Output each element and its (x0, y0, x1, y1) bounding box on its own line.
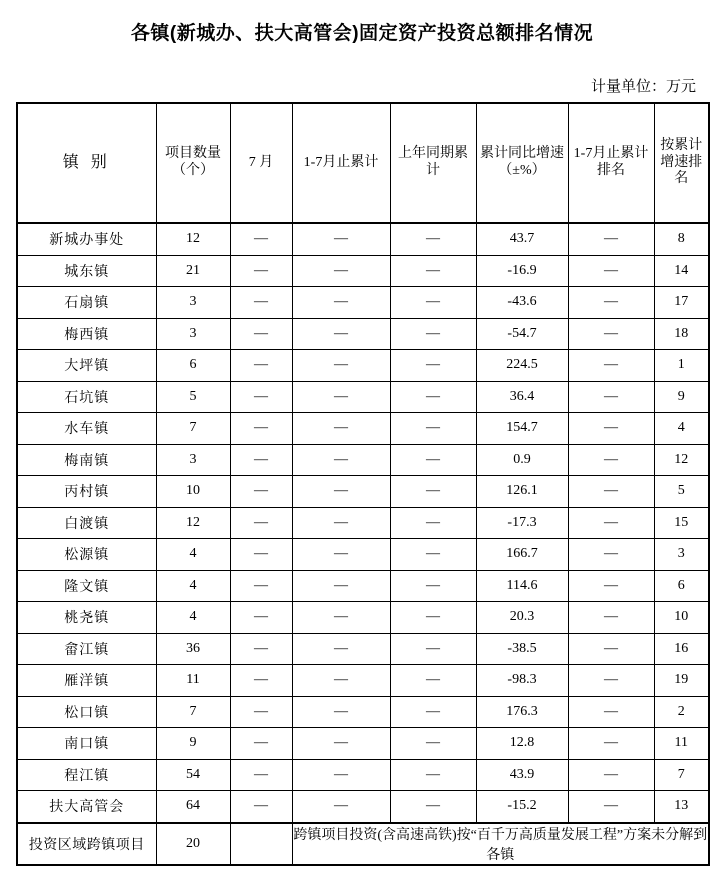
cell-july: — (230, 791, 292, 823)
table-header (17, 103, 709, 223)
footer-label: 投资区域跨镇项目 (17, 823, 156, 865)
cell-growth-rank: 18 (654, 318, 709, 350)
cell-growth: 12.8 (476, 728, 568, 760)
column-header-cumulative-rank (568, 103, 654, 223)
cell-growth: -98.3 (476, 665, 568, 697)
cell-project-count: 3 (156, 444, 230, 476)
cell-project-count: 54 (156, 759, 230, 791)
cell-project-count: 5 (156, 381, 230, 413)
cell-cumulative: — (292, 633, 390, 665)
cell-cumulative: — (292, 287, 390, 319)
cell-cumulative-rank: — (568, 318, 654, 350)
table-row (17, 633, 709, 665)
cell-growth: 114.6 (476, 570, 568, 602)
cell-july: — (230, 444, 292, 476)
cell-july: — (230, 413, 292, 445)
cell-cumulative-rank: — (568, 476, 654, 508)
cell-growth-rank: 8 (654, 223, 709, 255)
cell-last-year: — (390, 476, 476, 508)
cell-growth-rank: 17 (654, 287, 709, 319)
cell-growth-rank: 1 (654, 350, 709, 382)
cell-cumulative: — (292, 444, 390, 476)
cell-growth: 0.9 (476, 444, 568, 476)
cell-town: 石坑镇 (17, 381, 156, 413)
investment-ranking-table (16, 102, 710, 866)
cell-cumulative-rank: — (568, 570, 654, 602)
cell-cumulative-rank: — (568, 223, 654, 255)
table-body (17, 223, 709, 865)
cell-project-count: 4 (156, 602, 230, 634)
column-header-cumulative-rank-label: 1-7月止累计排名 (573, 146, 649, 178)
cell-last-year: — (390, 287, 476, 319)
cell-last-year: — (390, 381, 476, 413)
cell-cumulative-rank: — (568, 633, 654, 665)
cell-town: 程江镇 (17, 759, 156, 791)
cell-july: — (230, 728, 292, 760)
table-row (17, 223, 709, 255)
cell-july: — (230, 665, 292, 697)
cell-cumulative: — (292, 476, 390, 508)
cell-cumulative: — (292, 728, 390, 760)
cell-last-year: — (390, 507, 476, 539)
cell-growth-rank: 2 (654, 696, 709, 728)
cell-cumulative-rank: — (568, 413, 654, 445)
table-row (17, 413, 709, 445)
cell-last-year: — (390, 633, 476, 665)
cell-growth-rank: 4 (654, 413, 709, 445)
cell-town: 南口镇 (17, 728, 156, 760)
cell-cumulative: — (292, 759, 390, 791)
cell-last-year: — (390, 696, 476, 728)
cell-cumulative: — (292, 413, 390, 445)
table-row (17, 539, 709, 571)
column-header-growth-rank (654, 103, 709, 223)
cell-growth: 43.9 (476, 759, 568, 791)
cell-july: — (230, 507, 292, 539)
cell-last-year: — (390, 759, 476, 791)
cell-growth: 126.1 (476, 476, 568, 508)
column-header-project-count-label: 项目数量（个） (165, 146, 221, 178)
cell-town: 扶大高管会 (17, 791, 156, 823)
cell-growth-rank: 14 (654, 255, 709, 287)
cell-growth: -17.3 (476, 507, 568, 539)
cell-town: 水车镇 (17, 413, 156, 445)
cell-growth-rank: 10 (654, 602, 709, 634)
table-row (17, 287, 709, 319)
cell-july: — (230, 255, 292, 287)
cell-july: — (230, 287, 292, 319)
page-title: 各镇(新城办、扶大高管会)固定资产投资总额排名情况 (130, 23, 594, 44)
cell-growth-rank: 13 (654, 791, 709, 823)
cell-last-year: — (390, 791, 476, 823)
table-row (17, 791, 709, 823)
cell-growth: 36.4 (476, 381, 568, 413)
cell-town: 畲江镇 (17, 633, 156, 665)
column-header-growth-rank-label: 按累计增速排名 (660, 138, 703, 187)
cell-last-year: — (390, 350, 476, 382)
cell-project-count: 6 (156, 350, 230, 382)
cell-cumulative: — (292, 507, 390, 539)
footer-project-count: 20 (156, 823, 230, 865)
cell-last-year: — (390, 602, 476, 634)
table-row (17, 665, 709, 697)
cell-last-year: — (390, 255, 476, 287)
cell-growth: 176.3 (476, 696, 568, 728)
cell-cumulative: — (292, 381, 390, 413)
column-header-july-label: 7 月 (248, 154, 274, 170)
cell-july: — (230, 381, 292, 413)
cell-cumulative-rank: — (568, 255, 654, 287)
column-header-july (230, 103, 292, 223)
column-header-growth (476, 103, 568, 223)
cell-cumulative-rank: — (568, 381, 654, 413)
cell-last-year: — (390, 318, 476, 350)
cell-growth: 166.7 (476, 539, 568, 571)
cell-cumulative: — (292, 539, 390, 571)
cell-project-count: 10 (156, 476, 230, 508)
cell-growth-rank: 12 (654, 444, 709, 476)
table-row (17, 255, 709, 287)
cell-town: 白渡镇 (17, 507, 156, 539)
cell-cumulative-rank: — (568, 507, 654, 539)
column-header-project-count (156, 103, 230, 223)
cell-project-count: 3 (156, 318, 230, 350)
cell-cumulative: — (292, 696, 390, 728)
cell-cumulative-rank: — (568, 791, 654, 823)
cell-project-count: 36 (156, 633, 230, 665)
cell-growth: 154.7 (476, 413, 568, 445)
cell-cumulative: — (292, 318, 390, 350)
cell-cumulative-rank: — (568, 539, 654, 571)
cell-last-year: — (390, 570, 476, 602)
cell-town: 松源镇 (17, 539, 156, 571)
cell-cumulative: — (292, 791, 390, 823)
cell-last-year: — (390, 223, 476, 255)
table-row (17, 570, 709, 602)
cell-growth: 224.5 (476, 350, 568, 382)
cell-cumulative-rank: — (568, 728, 654, 760)
cell-july: — (230, 539, 292, 571)
table-footer-row (17, 823, 709, 865)
cell-project-count: 7 (156, 413, 230, 445)
cell-july: — (230, 350, 292, 382)
cell-growth-rank: 15 (654, 507, 709, 539)
document-page (0, 18, 724, 877)
cell-growth-rank: 16 (654, 633, 709, 665)
cell-project-count: 21 (156, 255, 230, 287)
cell-growth: 20.3 (476, 602, 568, 634)
cell-last-year: — (390, 665, 476, 697)
cell-cumulative: — (292, 665, 390, 697)
cell-town: 石扇镇 (17, 287, 156, 319)
cell-cumulative-rank: — (568, 759, 654, 791)
cell-town: 雁洋镇 (17, 665, 156, 697)
table-row (17, 602, 709, 634)
cell-town: 城东镇 (17, 255, 156, 287)
cell-growth-rank: 7 (654, 759, 709, 791)
cell-growth: -16.9 (476, 255, 568, 287)
column-header-last-year-label: 上年同期累计 (398, 146, 468, 178)
cell-town: 隆文镇 (17, 570, 156, 602)
table-row (17, 350, 709, 382)
table-row (17, 318, 709, 350)
cell-july: — (230, 696, 292, 728)
cell-project-count: 12 (156, 223, 230, 255)
cell-growth: -43.6 (476, 287, 568, 319)
cell-last-year: — (390, 444, 476, 476)
cell-last-year: — (390, 728, 476, 760)
cell-town: 丙村镇 (17, 476, 156, 508)
cell-last-year: — (390, 539, 476, 571)
cell-project-count: 11 (156, 665, 230, 697)
cell-cumulative: — (292, 602, 390, 634)
cell-project-count: 12 (156, 507, 230, 539)
table-row (17, 444, 709, 476)
table-row (17, 381, 709, 413)
cell-cumulative-rank: — (568, 665, 654, 697)
column-header-last-year (390, 103, 476, 223)
cell-project-count: 4 (156, 570, 230, 602)
table-row (17, 728, 709, 760)
cell-cumulative-rank: — (568, 287, 654, 319)
cell-july: — (230, 759, 292, 791)
cell-july: — (230, 223, 292, 255)
cell-growth: -15.2 (476, 791, 568, 823)
cell-town: 梅西镇 (17, 318, 156, 350)
cell-project-count: 3 (156, 287, 230, 319)
table-row (17, 507, 709, 539)
cell-cumulative-rank: — (568, 602, 654, 634)
cell-july: — (230, 602, 292, 634)
cell-growth-rank: 3 (654, 539, 709, 571)
cell-growth-rank: 5 (654, 476, 709, 508)
cell-town: 新城办事处 (17, 223, 156, 255)
cell-growth-rank: 9 (654, 381, 709, 413)
cell-growth: 43.7 (476, 223, 568, 255)
cell-growth-rank: 11 (654, 728, 709, 760)
cell-project-count: 4 (156, 539, 230, 571)
cell-last-year: — (390, 413, 476, 445)
table-row (17, 696, 709, 728)
cell-july: — (230, 318, 292, 350)
table-row (17, 476, 709, 508)
cell-july: — (230, 570, 292, 602)
footer-spacer (230, 823, 292, 865)
column-header-cumulative (292, 103, 390, 223)
cell-project-count: 7 (156, 696, 230, 728)
unit-label: 计量单位：万元 (590, 79, 696, 95)
cell-cumulative: — (292, 255, 390, 287)
cell-growth: -38.5 (476, 633, 568, 665)
cell-cumulative: — (292, 350, 390, 382)
cell-cumulative-rank: — (568, 350, 654, 382)
table-row (17, 759, 709, 791)
cell-growth: -54.7 (476, 318, 568, 350)
cell-town: 梅南镇 (17, 444, 156, 476)
column-header-cumulative-label: 1-7月止累计 (303, 154, 379, 170)
cell-town: 松口镇 (17, 696, 156, 728)
cell-cumulative-rank: — (568, 444, 654, 476)
cell-july: — (230, 476, 292, 508)
column-header-town: 镇 别 (17, 103, 156, 223)
cell-growth-rank: 19 (654, 665, 709, 697)
cell-town: 桃尧镇 (17, 602, 156, 634)
footer-note: 跨镇项目投资(含高速高铁)按“百千万高质量发展工程”方案未分解到各镇 (292, 823, 709, 865)
cell-cumulative: — (292, 570, 390, 602)
cell-july: — (230, 633, 292, 665)
cell-growth-rank: 6 (654, 570, 709, 602)
cell-cumulative-rank: — (568, 696, 654, 728)
column-header-growth-label: 累计同比增速（±%） (480, 146, 564, 178)
cell-project-count: 9 (156, 728, 230, 760)
cell-town: 大坪镇 (17, 350, 156, 382)
cell-project-count: 64 (156, 791, 230, 823)
cell-cumulative: — (292, 223, 390, 255)
